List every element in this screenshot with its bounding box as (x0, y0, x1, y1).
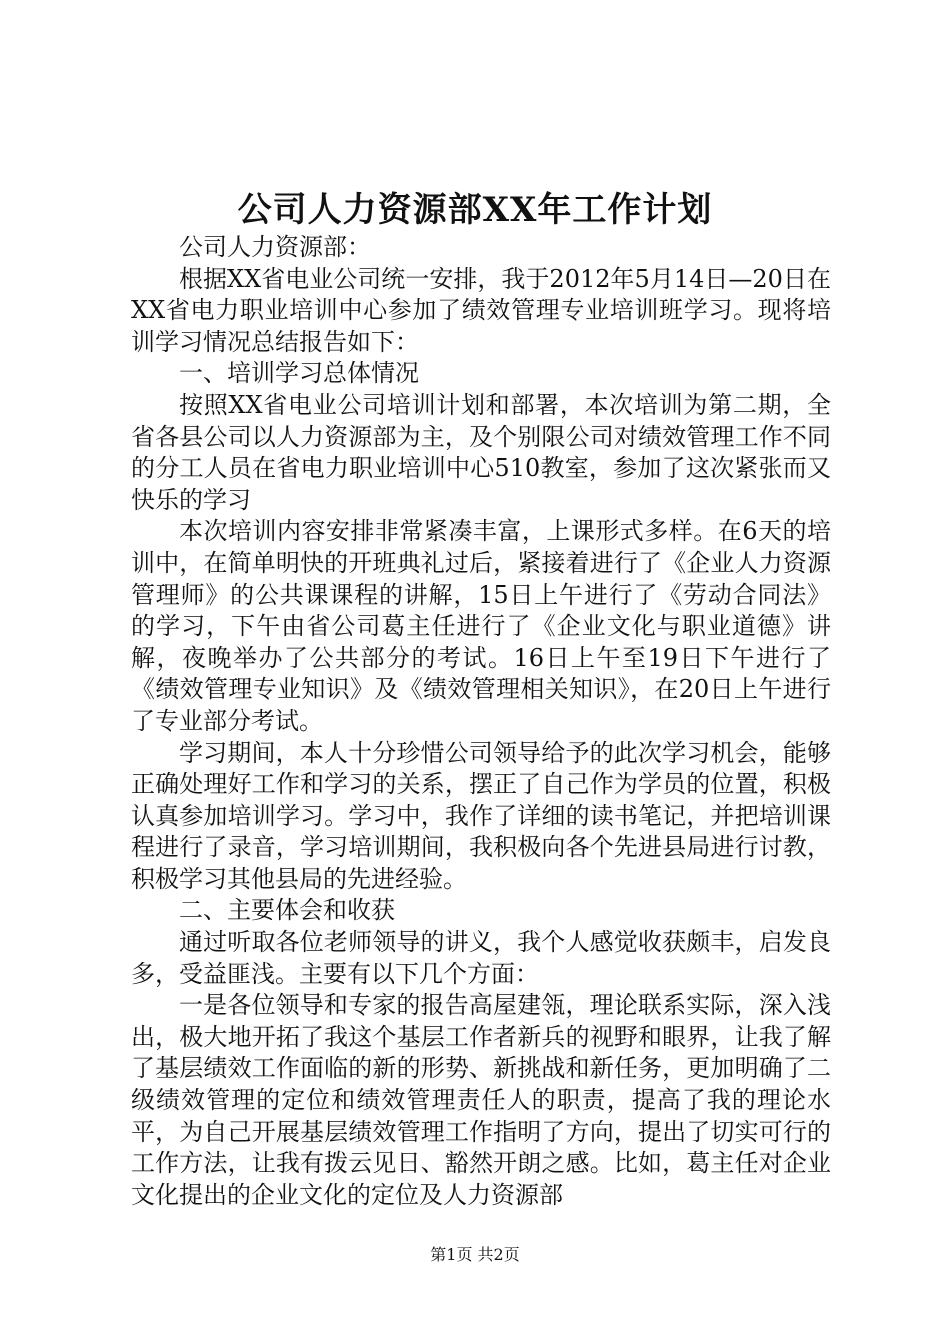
section-heading-2: 二、主要体会和收获 (179, 896, 395, 925)
paragraph-gains-intro: 通过听取各位老师领导的讲义，我个人感觉收获颇丰，启发良多，受益匪浅。主要有以下几个方面： (131, 928, 831, 988)
section-heading-1: 一、培训学习总体情况 (179, 359, 419, 388)
page-footer: 第1页 共2页 (430, 1245, 520, 1264)
paragraph-training-content: 本次培训内容安排非常紧凑丰富，上课形式多样。在6天的培训中，在简单明快的开班典礼过后，紧接着进行了《企业人力资源管理师》的公共课课程的讲解，15日上午进行了《劳动合同法》的学习，下午由省公司葛主任进行了《企业文化与职业道德》讲解，夜晚举办了公共部分的考试。16日上午至19日下午进行了《绩效管理专业知识》及《绩效管理相关知识》，在20日上午进行了专业部分考试。 (131, 517, 831, 735)
paragraph-gain-one: 一是各位领导和专家的报告高屋建瓴，理论联系实际，深入浅出，极大地开拓了我这个基层工作者新兵的视野和眼界，让我了解了基层绩效工作面临的新的形势、新挑战和新任务，更加明确了二级绩效管理的定位和绩效管理责任人的职责，提高了我的理论水平，为自己开展基层绩效管理工作指明了方向，提出了切实可行的工作方法，让我有拨云见日、豁然开朗之感。比如，葛主任对企业文化提出的企业文化的定位及人力资源部 (131, 991, 831, 1209)
document-body (131, 232, 831, 1211)
paragraph-study-period: 学习期间，本人十分珍惜公司领导给予的此次学习机会，能够正确处理好工作和学习的关系，摆正了自己作为学员的位置，积极认真参加培训学习。学习中，我作了详细的读书笔记，并把培训课程进行了录音，学习培训期间，我积极向各个先进县局进行讨教，积极学习其他县局的先进经验。 (131, 738, 831, 893)
paragraph-intro: 根据XX省电业公司统一安排，我于2012年5月14日—20日在XX省电力职业培训中心参加了绩效管理专业培训班学习。现将培训学习情况总结报告如下： (131, 264, 831, 356)
document-title: 公司人力资源部XX年工作计划 (237, 190, 713, 230)
paragraph-addressee: 公司人力资源部： (179, 233, 371, 261)
paragraph-training-overview: 按照XX省电业公司培训计划和部署，本次培训为第二期，全省各县公司以人力资源部为主，及个别限公司对绩效管理工作不同的分工人员在省电力职业培训中心510教室，参加了这次紧张而又快乐的学习 (131, 390, 831, 514)
